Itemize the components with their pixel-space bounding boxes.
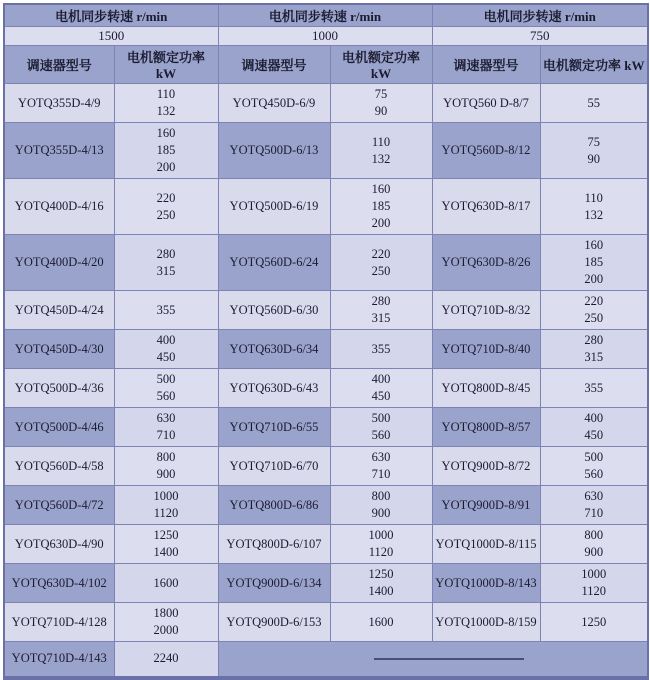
power-cell [330,447,432,486]
power-value: 1250 [368,567,394,581]
table-row [4,369,648,408]
model-cell: YOTQ500D-6/19 [218,179,330,235]
model-cell: YOTQ630D-4/102 [4,564,114,603]
power-value: 355 [584,380,604,395]
model-cell: YOTQ500D-6/13 [218,123,330,179]
model-cell: YOTQ900D-6/134 [218,564,330,603]
model-cell: YOTQ355D-4/13 [4,123,114,179]
table-row [4,179,648,235]
power-cell [540,330,648,369]
power-cell [330,84,432,123]
power-value: 1120 [581,584,607,598]
power-cell [330,179,432,235]
power-cell [114,291,218,330]
column-header-row [4,46,648,84]
power-value: 1120 [368,545,394,559]
table-row [4,235,648,291]
power-value: 500 [156,372,176,386]
power-value: 1400 [153,545,179,559]
power-value: 110 [584,190,603,205]
power-value: 280 [156,246,176,261]
model-cell: YOTQ450D-6/9 [218,84,330,123]
table-row [4,330,648,369]
power-value: 1600 [368,614,394,629]
power-value: 355 [371,341,391,356]
power-value: 1250 [581,614,607,629]
power-cell [540,84,648,123]
power-value: 250 [584,311,604,325]
power-cell [114,564,218,603]
power-value: 900 [156,467,176,481]
power-cell [540,235,648,291]
power-cell [114,235,218,291]
power-value: 450 [156,350,176,364]
power-value: 630 [584,489,604,503]
power-value: 200 [156,160,176,174]
power-cell [114,525,218,564]
model-cell: YOTQ710D-8/40 [432,330,540,369]
power-value: 75 [374,87,388,101]
power-cell [540,408,648,447]
model-cell: YOTQ710D-6/55 [218,408,330,447]
power-cell [114,84,218,123]
power-value: 220 [371,246,391,261]
power-value: 1400 [368,584,394,598]
model-cell: YOTQ710D-8/32 [432,291,540,330]
power-value: 110 [371,134,391,149]
model-cell: YOTQ630D-4/90 [4,525,114,564]
power-cell [540,486,648,525]
power-value: 315 [156,263,176,278]
model-cell: YOTQ630D-6/43 [218,369,330,408]
power-cell [330,330,432,369]
power-value: 200 [584,272,604,286]
power-value: 560 [371,428,391,442]
power-cell [330,408,432,447]
power-value: 800 [156,450,176,464]
power-cell [540,564,648,603]
power-value: 75 [587,134,600,149]
power-cell [540,447,648,486]
speed-value-row [4,27,648,46]
model-cell: YOTQ400D-4/20 [4,235,114,291]
power-value: 450 [371,389,391,403]
power-value: 55 [587,95,600,110]
model-cell: YOTQ560 D-8/7 [432,84,540,123]
power-value: 1000 [368,528,394,542]
model-cell: YOTQ900D-8/72 [432,447,540,486]
power-cell [114,369,218,408]
power-value: 280 [584,333,604,347]
table-body [4,84,648,678]
table-row [4,84,648,123]
motor-speed-table [3,3,649,680]
speed-value-cell: 1500 [4,27,218,46]
speed-header-cell: 电机同步转速 r/min [432,4,648,27]
power-value: 710 [371,467,391,481]
model-cell: YOTQ400D-4/16 [4,179,114,235]
power-value: 1000 [581,567,607,581]
power-value: 220 [584,294,604,308]
speed-header-cell: 电机同步转速 r/min [4,4,218,27]
model-cell: YOTQ900D-6/153 [218,603,330,642]
power-value: 132 [371,151,391,166]
power-cell [540,369,648,408]
power-value: 2240 [153,651,179,666]
power-value: 630 [371,450,391,464]
speed-value-cell: 1000 [218,27,432,46]
model-cell: YOTQ1000D-8/143 [432,564,540,603]
empty-merged-cell [218,642,648,678]
power-value: 200 [371,216,391,230]
table-row [4,291,648,330]
model-cell: YOTQ710D-6/70 [218,447,330,486]
power-cell [330,291,432,330]
power-cell [114,447,218,486]
power-cell [540,123,648,179]
model-cell: YOTQ560D-6/24 [218,235,330,291]
model-cell: YOTQ500D-4/36 [4,369,114,408]
power-cell [114,408,218,447]
table-row [4,408,648,447]
model-cell: YOTQ1000D-8/115 [432,525,540,564]
power-cell [114,486,218,525]
power-value: 400 [371,372,391,386]
model-header-cell: 调速器型号 [218,46,330,84]
model-cell: YOTQ500D-4/46 [4,408,114,447]
power-cell [114,123,218,179]
power-value: 90 [587,151,600,166]
power-value: 250 [156,207,176,222]
model-cell: YOTQ630D-6/34 [218,330,330,369]
power-value: 185 [156,143,176,157]
table-row [4,486,648,525]
model-header-cell: 调速器型号 [432,46,540,84]
power-value: 185 [371,199,391,213]
power-value: 90 [374,104,388,118]
power-cell [330,525,432,564]
model-cell: YOTQ630D-8/26 [432,235,540,291]
power-cell [114,642,218,678]
power-value: 450 [584,428,604,442]
table-row [4,447,648,486]
model-cell: YOTQ450D-4/24 [4,291,114,330]
model-header-cell: 调速器型号 [4,46,114,84]
power-value: 560 [584,467,604,481]
speed-value-cell: 750 [432,27,648,46]
power-value: 500 [584,450,604,464]
table-row [4,564,648,603]
model-cell: YOTQ560D-6/30 [218,291,330,330]
table-row [4,525,648,564]
power-value: 220 [156,190,176,205]
power-value: 1600 [153,575,179,590]
power-value: 1000 [153,489,179,503]
power-value: 500 [371,411,391,425]
model-cell: YOTQ450D-4/30 [4,330,114,369]
power-value: 800 [371,489,391,503]
table-row [4,642,648,678]
dash-line [374,658,524,660]
power-value: 400 [584,411,604,425]
power-value: 160 [156,126,176,140]
power-cell [330,486,432,525]
power-value: 132 [156,104,176,118]
power-cell [114,603,218,642]
power-value: 2000 [153,623,179,637]
power-header-cell: 电机额定功率 kW [540,46,648,84]
power-value: 710 [584,506,604,520]
model-cell: YOTQ800D-6/86 [218,486,330,525]
power-cell [330,603,432,642]
speed-header-cell: 电机同步转速 r/min [218,4,432,27]
power-value: 400 [156,333,176,347]
power-value: 630 [156,411,176,425]
model-cell: YOTQ800D-8/45 [432,369,540,408]
power-cell [114,330,218,369]
power-value: 355 [156,302,176,317]
power-value: 315 [371,311,391,325]
table-row [4,603,648,642]
speed-header-row [4,4,648,27]
model-cell: YOTQ355D-4/9 [4,84,114,123]
power-value: 1250 [153,528,179,542]
power-value: 1120 [153,506,179,520]
model-cell: YOTQ900D-8/91 [432,486,540,525]
model-cell: YOTQ710D-4/143 [4,642,114,678]
power-value: 110 [156,87,176,101]
model-cell: YOTQ710D-4/128 [4,603,114,642]
power-cell [540,603,648,642]
power-value: 560 [156,389,176,403]
power-cell [540,179,648,235]
power-value: 132 [584,207,604,222]
power-header-cell: 电机额定功率 kW [114,46,218,84]
model-cell: YOTQ1000D-8/159 [432,603,540,642]
power-header-cell: 电机额定功率 kW [330,46,432,84]
model-cell: YOTQ560D-4/72 [4,486,114,525]
power-value: 160 [371,182,391,196]
power-value: 280 [371,294,391,308]
power-cell [330,564,432,603]
model-cell: YOTQ630D-8/17 [432,179,540,235]
power-value: 710 [156,428,176,442]
power-value: 800 [584,528,604,542]
power-value: 160 [584,238,604,252]
power-cell [330,369,432,408]
power-cell [330,235,432,291]
power-cell [114,179,218,235]
model-cell: YOTQ560D-4/58 [4,447,114,486]
power-cell [540,525,648,564]
power-value: 250 [371,263,391,278]
model-cell: YOTQ800D-6/107 [218,525,330,564]
model-cell: YOTQ560D-8/12 [432,123,540,179]
power-cell [330,123,432,179]
power-value: 900 [371,506,391,520]
power-cell [540,291,648,330]
power-value: 315 [584,350,604,364]
table-row [4,123,648,179]
power-value: 1800 [153,606,179,620]
power-value: 900 [584,545,604,559]
power-value: 185 [584,255,604,269]
model-cell: YOTQ800D-8/57 [432,408,540,447]
